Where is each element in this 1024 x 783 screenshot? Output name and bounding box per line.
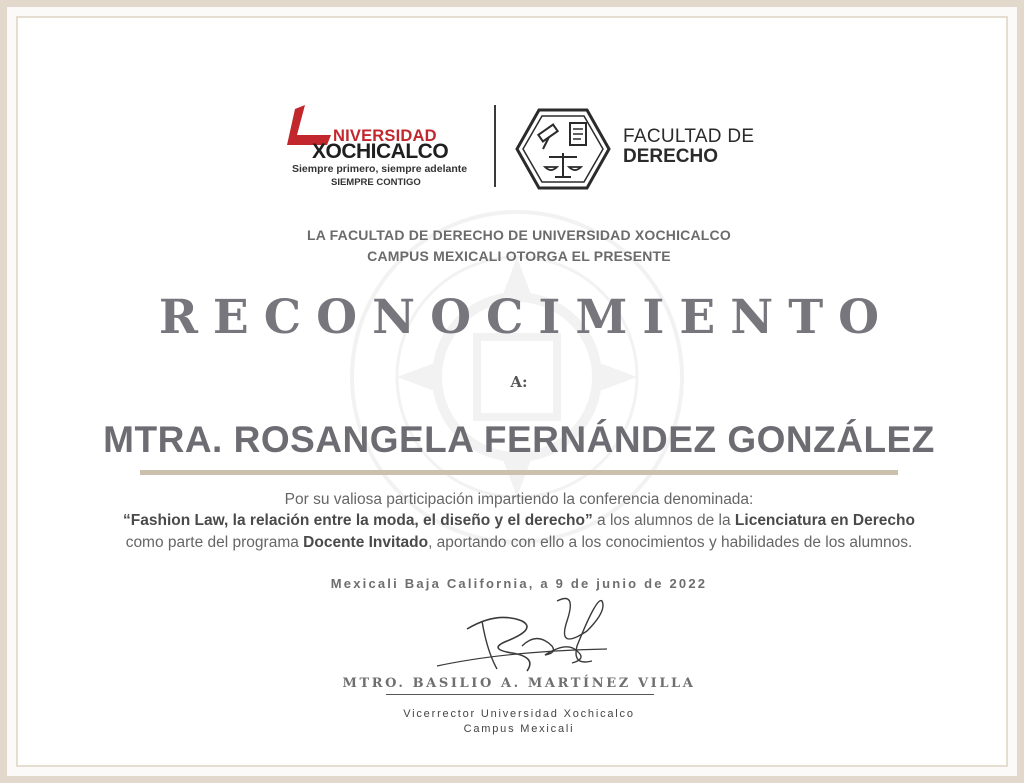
university-wordmark-top: NIVERSIDAD xyxy=(333,127,437,145)
body-line-1: Por su valiosa participación impartiendo la conferencia denominada: xyxy=(284,491,754,508)
body-line-3 xyxy=(7,534,1024,552)
signature-line xyxy=(386,694,654,695)
faculty-name xyxy=(623,127,754,167)
university-wordmark-bottom: XOCHICALCO xyxy=(312,140,449,163)
signer-name: MTRO. BASILIO A. MARTÍNEZ VILLA xyxy=(342,676,696,691)
university-tagline-2: SIEMPRE CONTIGO xyxy=(331,177,421,188)
handwritten-signature xyxy=(427,591,627,681)
name-underline xyxy=(140,470,898,475)
body-line-3-post: , aportando con ello a los conocimientos y habilidades de los alumnos. xyxy=(428,534,913,551)
faculty-name-line2: DERECHO xyxy=(623,145,719,167)
intro-line-1: LA FACULTAD DE DERECHO DE UNIVERSIDAD XOCHICALCO xyxy=(307,227,731,243)
program-name: Docente Invitado xyxy=(303,534,429,551)
faculty-name-line1: FACULTAD DE xyxy=(623,126,755,147)
intro-line-2: CAMPUS MEXICALI OTORGA EL PRESENTE xyxy=(367,248,671,264)
degree-name: Licenciatura en Derecho xyxy=(734,512,915,529)
body-line-3-pre: como parte del programa xyxy=(125,534,304,551)
signer-role-line-1: Vicerrector Universidad Xochicalco xyxy=(403,708,635,720)
to-label: A: xyxy=(510,373,528,391)
law-faculty-emblem-icon xyxy=(515,107,611,191)
logo-divider xyxy=(494,105,496,187)
conference-title: “Fashion Law, la relación entre la moda, el diseño y el derecho” xyxy=(123,512,593,529)
certificate-title: RECONOCIMIENTO xyxy=(158,290,895,345)
recipient-name: MTRA. ROSANGELA FERNÁNDEZ GONZÁLEZ xyxy=(103,419,935,460)
body-line-2-mid: a los alumnos de la xyxy=(592,512,735,529)
university-tagline: Siempre primero, siempre adelante xyxy=(292,163,468,175)
place-date: Mexicali Baja California, a 9 de junio de 2022 xyxy=(330,576,708,591)
signer-role-line-2: Campus Mexicali xyxy=(463,723,575,735)
body-line-2 xyxy=(7,512,1024,530)
